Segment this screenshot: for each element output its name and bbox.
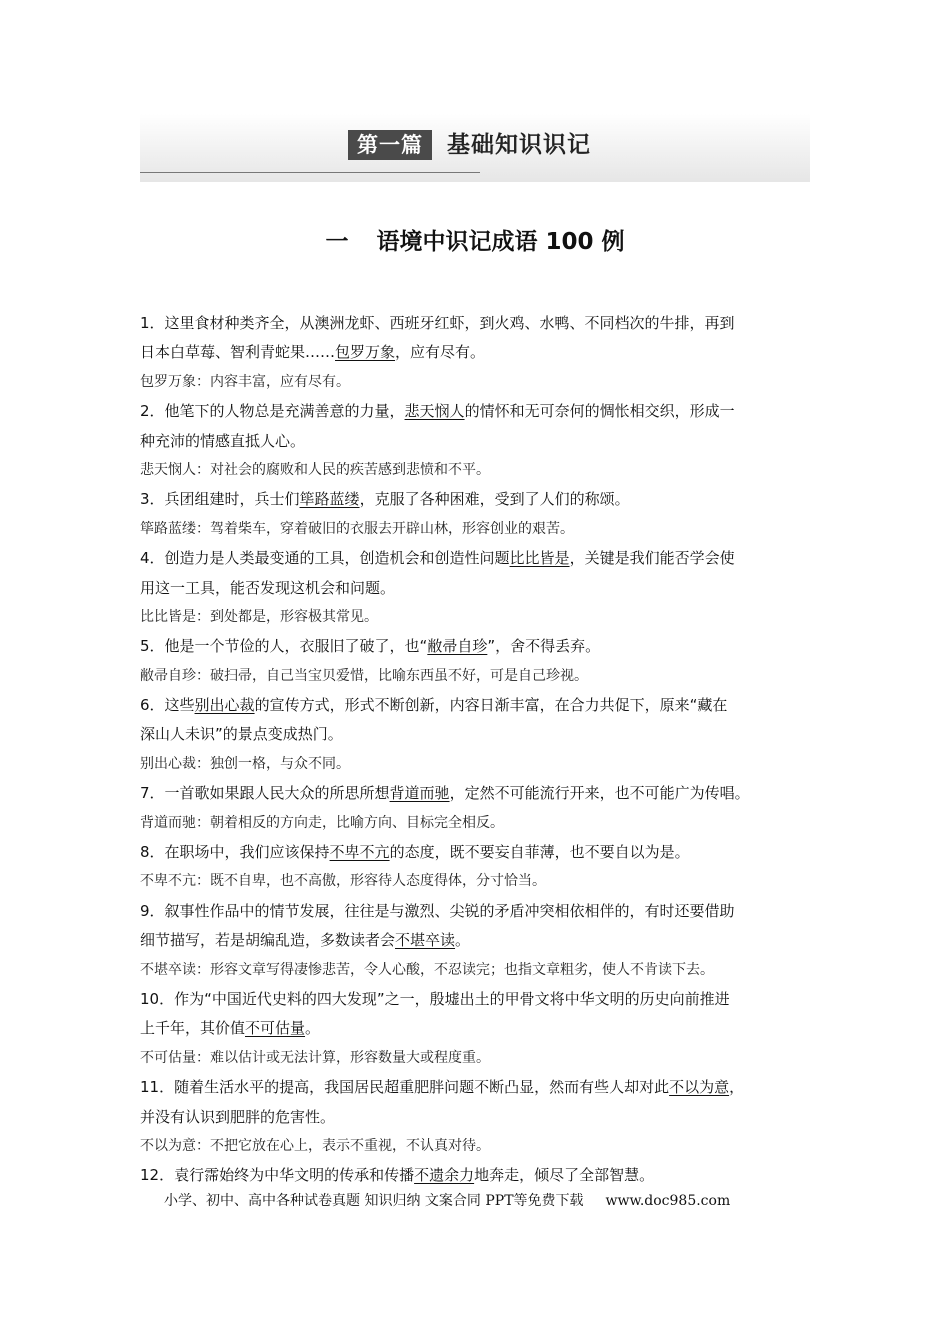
idiom-definition: 包罗万象：内容丰富，应有尽有。 [140,373,350,390]
example-sentence-line [140,838,820,867]
sentence-text: ， [729,1078,745,1097]
sentence-text: 深山人未识”的景点变成热门。 [140,725,343,744]
idiom-highlight: 悲天悯人 [404,402,465,421]
idiom-item [140,691,820,779]
example-sentence-line [140,485,820,514]
sentence-text: ”，舍不得丢弃。 [487,637,601,656]
chapter-number: 一 [325,229,349,255]
idiom-definition: 不卑不亢：既不自卑，也不高傲，形容待人态度得体，分寸恰当。 [140,873,546,890]
sentence-text: 3．兵团组建时，兵士们 [140,490,300,509]
part-title: 基础知识识记 [447,132,591,158]
idiom-item [140,985,820,1073]
sentence-text: 8．在职场中，我们应该保持 [140,843,330,862]
idiom-highlight: 不遗余力 [414,1166,475,1185]
idiom-highlight: 不可估量 [245,1019,306,1038]
example-sentence-line [140,1073,820,1102]
example-sentence-line [140,309,820,338]
sentence-text: ，应有尽有。 [395,343,486,362]
sentence-text: 。 [455,931,471,950]
part-label: 第一篇 [348,130,432,160]
sentence-text: ，定然不可能流行开来，也不可能广为传唱。 [449,784,750,803]
example-sentence-line [140,926,820,955]
idiom-highlight: 不卑不亢 [329,843,390,862]
sentence-text: 的宣传方式，形式不断创新，内容日渐丰富，在合力共促下，原来“藏在 [254,696,728,715]
idiom-definition: 背道而驰：朝着相反的方向走，比喻方向、目标完全相反。 [140,814,504,831]
idiom-list [140,309,820,1191]
idiom-item [140,309,820,397]
example-sentence-line [140,1014,820,1043]
footer-url[interactable]: www.doc985.com [605,1193,731,1209]
example-sentence-line [140,779,820,808]
idiom-definition: 悲天悯人：对社会的腐败和人民的疾苦感到悲愤和不平。 [140,461,490,478]
idiom-definition: 不堪卒读：形容文章写得凄惨悲苦，令人心酸，不忍读完；也指文章粗劣，使人不肯读下去。 [140,961,714,978]
sentence-text: 6．这些 [140,696,195,715]
idiom-item [140,632,820,691]
example-sentence-line [140,397,820,426]
sentence-text: 4．创造力是人类最变通的工具，创造机会和创造性问题 [140,549,510,568]
sentence-text: 10．作为“中国近代史料的四大发现”之一，殷墟出土的甲骨文将中华文明的历史向前推进 [140,989,730,1008]
sentence-text: 9．叙事性作品中的情节发展，往往是与激烈、尖锐的矛盾冲突相依相伴的，有时还要借助 [140,901,735,920]
idiom-highlight: 比比皆是 [509,549,570,568]
idiom-definition: 筚路蓝缕：驾着柴车，穿着破旧的衣服去开辟山林，形容创业的艰苦。 [140,520,574,537]
idiom-highlight: 筚路蓝缕 [299,490,360,509]
sentence-text: 地奔走，倾尽了全部智慧。 [474,1166,655,1185]
idiom-definition: 不可估量：难以估计或无法计算，形容数量大或程度重。 [140,1049,490,1066]
chapter-title [0,224,950,260]
example-sentence-line [140,1103,820,1132]
example-sentence-line [140,985,820,1014]
sentence-text: 用这一工具，能否发现这机会和问题。 [140,578,396,597]
idiom-item [140,544,820,632]
sentence-text: 5．他是一个节俭的人，衣服旧了破了，也“ [140,637,428,656]
sentence-text: 日本白草莓、智利青蛇果…… [140,343,336,362]
sentence-text: 。 [305,1019,321,1038]
sentence-text: 2．他笔下的人物总是充满善意的力量， [140,402,405,421]
sentence-text: ，克服了各种困难，受到了人们的称颂。 [359,490,630,509]
example-sentence-line [140,427,820,456]
example-sentence-line [140,338,820,367]
example-sentence-line [140,632,820,661]
idiom-highlight: 别出心裁 [194,696,255,715]
example-sentence-line [140,574,820,603]
sentence-text: 的态度，既不要妄自菲薄，也不要自以为是。 [389,843,690,862]
idiom-definition: 别出心裁：独创一格，与众不同。 [140,755,350,772]
sentence-text: 种充沛的情感直抵人心。 [140,431,306,450]
sentence-text: 的情怀和无可奈何的惆怅相交织，形成一 [464,402,735,421]
example-sentence-line [140,544,820,573]
example-sentence-line [140,691,820,720]
idiom-definition: 不以为意：不把它放在心上，表示不重视，不认真对待。 [140,1137,490,1154]
example-sentence-line [140,1161,820,1190]
idiom-item [140,838,820,897]
sentence-text: 12．袁行霈始终为中华文明的传承和传播 [140,1166,415,1185]
idiom-item [140,397,820,485]
sentence-text: ，关键是我们能否学会使 [569,549,735,568]
idiom-item [140,1161,820,1190]
example-sentence-line [140,897,820,926]
idiom-item [140,1073,820,1161]
idiom-item [140,779,820,838]
chapter-name: 语境中识记成语 100 例 [376,229,625,255]
idiom-highlight: 不以为意 [669,1078,730,1097]
sentence-text: 7．一首歌如果跟人民大众的所思所想 [140,784,390,803]
header-rule [140,172,480,173]
idiom-item [140,485,820,544]
idiom-definition: 比比皆是：到处都是，形容极其常见。 [140,608,378,625]
idiom-highlight: 敝帚自珍 [427,637,488,656]
sentence-text: 细节描写，若是胡编乱造，多数读者会 [140,931,396,950]
idiom-definition: 敝帚自珍：破扫帚，自己当宝贝爱惜，比喻东西虽不好，可是自己珍视。 [140,667,588,684]
sentence-text: 并没有认识到肥胖的危害性。 [140,1107,336,1126]
idiom-highlight: 不堪卒读 [395,931,456,950]
example-sentence-line [140,720,820,749]
idiom-highlight: 背道而驰 [389,784,450,803]
idiom-item [140,897,820,985]
idiom-highlight: 包罗万象 [335,343,396,362]
footer [164,1190,864,1214]
sentence-text: 11．随着生活水平的提高，我国居民超重肥胖问题不断凸显，然而有些人却对此 [140,1078,670,1097]
footer-text: 小学、初中、高中各种试卷真题 知识归纳 文案合同 PPT等免费下载 [164,1193,584,1209]
sentence-text: 1．这里食材种类齐全，从澳洲龙虾、西班牙红虾，到火鸡、水鸭、不同档次的牛排，再到 [140,314,735,332]
sentence-text: 上千年，其价值 [140,1019,246,1038]
